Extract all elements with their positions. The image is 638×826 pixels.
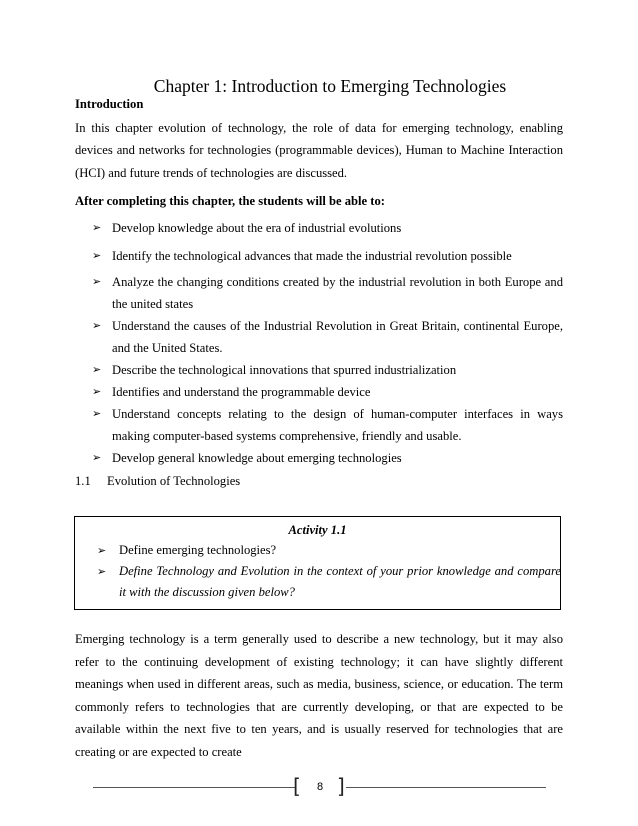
page-number: 8 [316, 781, 324, 793]
objective-item: ➢ Understand the causes of the Industrial Revolution in Great Britain, continental Europe, and the United States. [92, 315, 563, 359]
section-number: 1.1 [75, 474, 91, 488]
introduction-paragraph: In this chapter evolution of technology, the role of data for emerging technology, enabling devices and networks for technologies (programmable devices), Human to Machine Interaction (HCI) and future trends of technologies are discussed. [75, 121, 563, 180]
activity-item: ➢ Define Technology and Evolution in the context of your prior knowledge and compare it with the discussion given below? [97, 561, 561, 603]
objectives-heading: After completing this chapter, the students will be able to: [75, 194, 385, 208]
objective-item: ➢ Develop knowledge about the era of industrial evolutions [92, 217, 563, 239]
footer-rule-left [93, 787, 296, 788]
arrowhead-bullet-icon: ➢ [92, 385, 102, 398]
arrowhead-bullet-icon: ➢ [92, 221, 102, 234]
arrowhead-bullet-icon: ➢ [97, 544, 107, 557]
objective-item: ➢ Identifies and understand the programmable device [92, 381, 563, 403]
arrowhead-bullet-icon: ➢ [92, 451, 102, 464]
left-brace-icon: [ [293, 774, 301, 798]
arrowhead-bullet-icon: ➢ [92, 363, 102, 376]
objectives-list [92, 217, 563, 469]
objective-item: ➢ Analyze the changing conditions created by the industrial revolution in both Europe and the united states [92, 271, 563, 315]
right-brace-icon: ] [337, 774, 345, 798]
arrowhead-bullet-icon: ➢ [97, 565, 107, 578]
introduction-heading: Introduction [75, 97, 144, 111]
activity-box [74, 516, 561, 610]
section-title: Evolution of Technologies [107, 474, 241, 488]
arrowhead-bullet-icon: ➢ [92, 275, 102, 288]
footer-rule-right [346, 787, 546, 788]
section-heading [75, 473, 240, 489]
objective-item: ➢ Identify the technological advances that made the industrial revolution possible [92, 245, 563, 267]
activity-item: ➢ Define emerging technologies? [97, 540, 561, 561]
objective-item: ➢ Develop general knowledge about emerging technologies [92, 447, 563, 469]
body-paragraph: Emerging technology is a term generally used to describe a new technology, but it may also refer to the continuing development of existing technology; it can have slightly different meanings when used in different areas, such as media, business, science, or education. The term commonly refers to technologies that are currently developing, or that are expected to be available within the next five to ten years, and is usually reserved for technologies that are creating or are expected to create [75, 632, 563, 759]
arrowhead-bullet-icon: ➢ [92, 407, 102, 420]
arrowhead-bullet-icon: ➢ [92, 319, 102, 332]
objective-item: ➢ Understand concepts relating to the design of human-computer interfaces in ways making computer-based systems comprehensive, friendly and usable. [92, 403, 563, 447]
arrowhead-bullet-icon: ➢ [92, 249, 102, 262]
activity-title: Activity 1.1 [288, 523, 347, 537]
objective-item: ➢ Describe the technological innovations that spurred industrialization [92, 359, 563, 381]
chapter-title: Chapter 1: Introduction to Emerging Technologies [153, 76, 507, 96]
activity-list [97, 540, 561, 603]
